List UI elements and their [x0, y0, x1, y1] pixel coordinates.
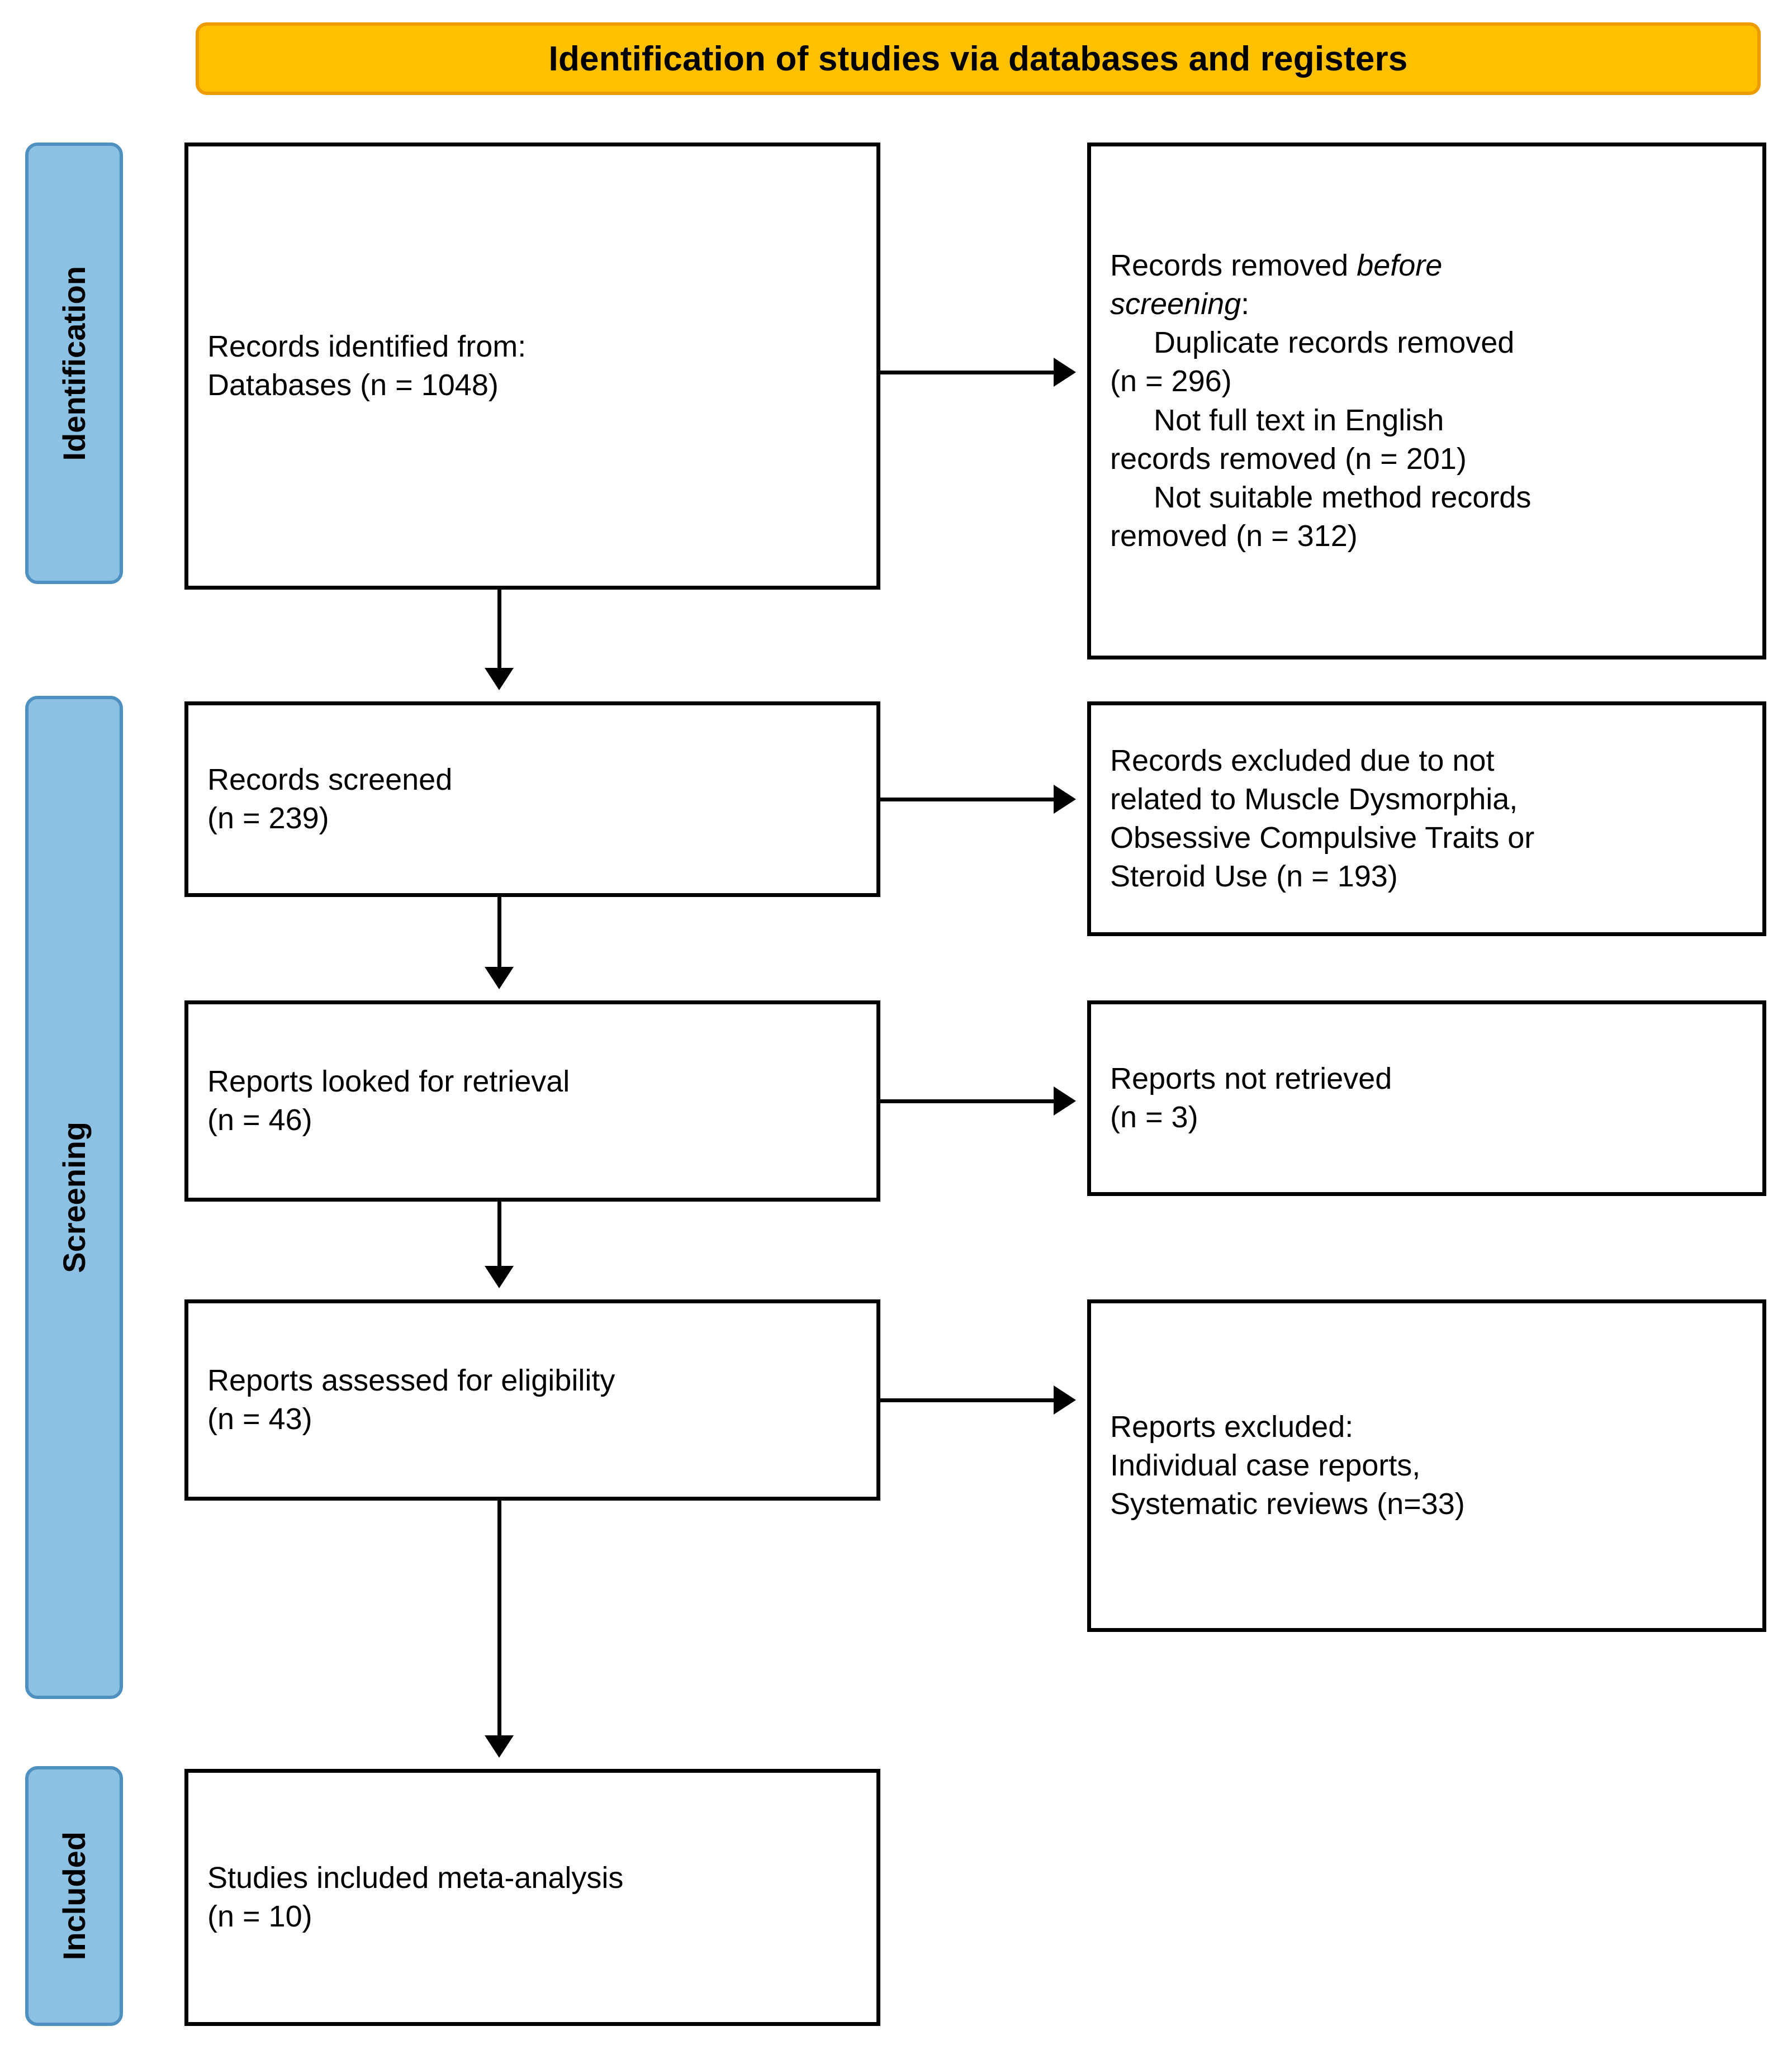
- box-records-removed-line3: Duplicate records removed: [1154, 326, 1515, 360]
- box-records-removed-line5: Not full text in English: [1154, 403, 1444, 437]
- box-records-identified: [184, 143, 880, 590]
- box-records-identified-line2: Databases (n = 1048): [207, 368, 499, 402]
- box-records-removed-line2-suffix: :: [1241, 287, 1250, 321]
- box-reports-excluded: [1087, 1299, 1766, 1632]
- box-records-screened-line2: (n = 239): [207, 801, 329, 835]
- box-reports-sought-retrieval-line2: (n = 46): [207, 1103, 312, 1137]
- arrow-retrieval-to-not-retrieved-head: [1054, 1086, 1076, 1116]
- box-reports-not-retrieved-line1: Reports not retrieved: [1110, 1061, 1392, 1095]
- box-reports-assessed-eligibility: [184, 1299, 880, 1501]
- box-reports-excluded-line3: Systematic reviews (n=33): [1110, 1487, 1465, 1521]
- arrow-eligibility-to-included-line: [497, 1501, 501, 1735]
- box-records-excluded-line4: Steroid Use (n = 193): [1110, 860, 1398, 894]
- box-studies-included-line1: Studies included meta-analysis: [207, 1861, 624, 1895]
- arrow-identified-to-removed-line: [880, 371, 1054, 374]
- box-records-removed-line2-emphasis: screening: [1110, 287, 1241, 321]
- box-records-removed-line8: removed (n = 312): [1110, 519, 1358, 553]
- box-records-removed-line7: Not suitable method records: [1154, 480, 1532, 514]
- box-records-excluded-line3: Obsessive Compulsive Traits or: [1110, 821, 1535, 855]
- box-records-removed-line2: [1110, 285, 1743, 324]
- stage-label-identification: [25, 143, 123, 584]
- diagram-title-banner: [196, 22, 1761, 95]
- arrow-identified-to-screened-head: [485, 668, 514, 690]
- stage-label-identification-text: Identification: [56, 265, 92, 461]
- arrow-screened-to-excluded-line: [880, 798, 1054, 801]
- arrow-identified-to-screened-line: [497, 590, 501, 668]
- box-records-removed-line1-emphasis: before: [1357, 249, 1443, 283]
- box-reports-sought-retrieval-line1: Reports looked for retrieval: [207, 1064, 570, 1098]
- stage-label-screening-text: Screening: [56, 1122, 92, 1273]
- arrow-screened-to-retrieval-head: [485, 967, 514, 989]
- arrow-screened-to-retrieval-line: [497, 897, 501, 967]
- stage-label-included: [25, 1766, 123, 2026]
- box-reports-assessed-eligibility-line1: Reports assessed for eligibility: [207, 1363, 615, 1397]
- box-records-removed: [1087, 143, 1766, 659]
- box-records-removed-line1-prefix: Records removed: [1110, 249, 1357, 283]
- box-reports-not-retrieved-line2: (n = 3): [1110, 1100, 1198, 1134]
- box-records-screened: [184, 701, 880, 897]
- stage-label-included-text: Included: [56, 1831, 92, 1961]
- arrow-eligibility-to-excluded-line: [880, 1398, 1054, 1402]
- box-reports-sought-retrieval: [184, 1000, 880, 1202]
- arrow-eligibility-to-included-head: [485, 1735, 514, 1758]
- box-records-removed-line4: (n = 296): [1110, 364, 1232, 398]
- box-records-screened-line1: Records screened: [207, 762, 453, 796]
- diagram-title: Identification of studies via databases and registers: [548, 39, 1408, 78]
- box-records-removed-line1: [1110, 246, 1743, 285]
- box-studies-included-line2: (n = 10): [207, 1900, 312, 1933]
- stage-label-screening: [25, 696, 123, 1699]
- arrow-retrieval-to-eligibility-line: [497, 1202, 501, 1266]
- box-records-excluded-line2: related to Muscle Dysmorphia,: [1110, 782, 1518, 816]
- box-reports-excluded-line1: Reports excluded:: [1110, 1410, 1354, 1444]
- box-records-removed-line6: records removed (n = 201): [1110, 442, 1467, 476]
- arrow-retrieval-to-not-retrieved-line: [880, 1099, 1054, 1103]
- box-reports-assessed-eligibility-line2: (n = 43): [207, 1402, 312, 1436]
- box-reports-not-retrieved: [1087, 1000, 1766, 1196]
- box-records-excluded: [1087, 701, 1766, 936]
- box-records-excluded-line1: Records excluded due to not: [1110, 743, 1495, 777]
- box-studies-included: [184, 1769, 880, 2026]
- arrow-eligibility-to-excluded-head: [1054, 1385, 1076, 1415]
- box-records-identified-line1: Records identified from:: [207, 329, 527, 363]
- arrow-screened-to-excluded-head: [1054, 785, 1076, 814]
- box-reports-excluded-line2: Individual case reports,: [1110, 1448, 1421, 1482]
- arrow-retrieval-to-eligibility-head: [485, 1266, 514, 1288]
- arrow-identified-to-removed-head: [1054, 358, 1076, 387]
